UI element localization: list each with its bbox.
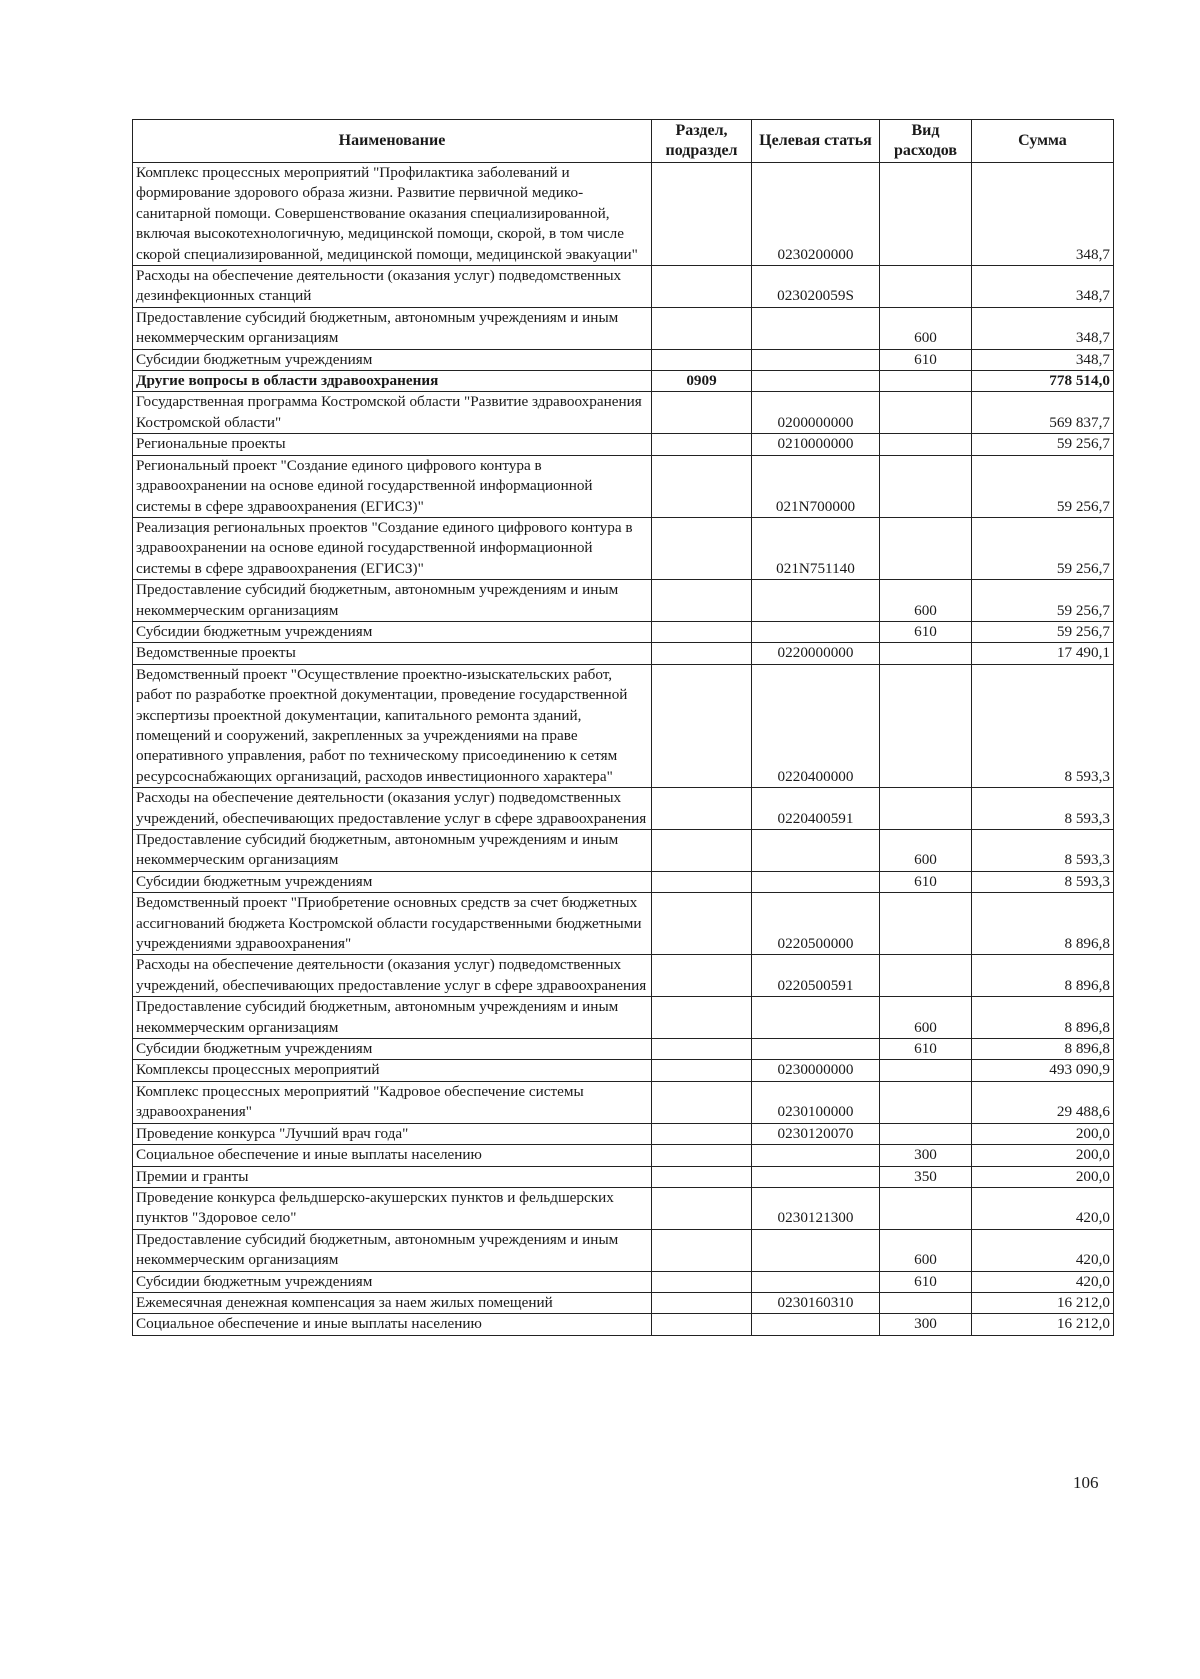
header-target: Целевая статья — [752, 120, 880, 163]
cell-target: 021N700000 — [752, 455, 880, 517]
cell-target — [752, 997, 880, 1039]
cell-kind — [880, 392, 972, 434]
cell-target: 0230160310 — [752, 1292, 880, 1313]
cell-name: Предоставление субсидий бюджетным, автономным учреждениям и иным некоммерческим организациям — [133, 830, 652, 872]
cell-kind: 600 — [880, 830, 972, 872]
cell-target — [752, 307, 880, 349]
cell-target: 0220000000 — [752, 643, 880, 664]
table-row — [133, 1039, 1114, 1060]
cell-kind — [880, 434, 972, 455]
cell-section — [652, 434, 752, 455]
cell-target: 0220500591 — [752, 955, 880, 997]
cell-name: Другие вопросы в области здравоохранения — [133, 371, 652, 392]
cell-kind: 600 — [880, 997, 972, 1039]
cell-target: 0220400591 — [752, 788, 880, 830]
cell-section — [652, 830, 752, 872]
cell-target — [752, 1166, 880, 1187]
cell-section — [652, 1081, 752, 1123]
table-row — [133, 307, 1114, 349]
table-row — [133, 788, 1114, 830]
table-row — [133, 1081, 1114, 1123]
table-row — [133, 266, 1114, 308]
cell-target — [752, 1314, 880, 1335]
cell-section — [652, 788, 752, 830]
cell-name: Предоставление субсидий бюджетным, автономным учреждениям и иным некоммерческим организациям — [133, 1229, 652, 1271]
cell-name: Государственная программа Костромской области "Развитие здравоохранения Костромской области" — [133, 392, 652, 434]
table-row — [133, 1145, 1114, 1166]
cell-name: Ведомственные проекты — [133, 643, 652, 664]
cell-name: Предоставление субсидий бюджетным, автономным учреждениям и иным некоммерческим организациям — [133, 997, 652, 1039]
cell-target — [752, 580, 880, 622]
cell-kind: 300 — [880, 1145, 972, 1166]
cell-sum: 8 896,8 — [972, 1039, 1114, 1060]
cell-name: Социальное обеспечение и иные выплаты населению — [133, 1145, 652, 1166]
cell-name: Премии и гранты — [133, 1166, 652, 1187]
cell-section — [652, 307, 752, 349]
table-row — [133, 392, 1114, 434]
cell-name: Субсидии бюджетным учреждениям — [133, 871, 652, 892]
cell-name: Проведение конкурса "Лучший врач года" — [133, 1123, 652, 1144]
cell-name: Субсидии бюджетным учреждениям — [133, 349, 652, 370]
cell-kind: 610 — [880, 349, 972, 370]
cell-sum: 348,7 — [972, 163, 1114, 266]
cell-target: 0220500000 — [752, 893, 880, 955]
cell-name: Комплексы процессных мероприятий — [133, 1060, 652, 1081]
cell-section: 0909 — [652, 371, 752, 392]
cell-name: Комплекс процессных мероприятий "Профилактика заболеваний и формирование здорового образа жизни. Развитие первичной медико-санитарной помощи. Совершенствование оказания специализированной, включая высокотехнологичную, медицинской помощи, скорой, в том числе скорой специализированной, медицинской помощи, медицинской эвакуации" — [133, 163, 652, 266]
cell-section — [652, 1187, 752, 1229]
cell-section — [652, 664, 752, 787]
cell-kind: 610 — [880, 1039, 972, 1060]
cell-name: Ведомственный проект "Осуществление проектно-изыскательских работ, работ по разработке проектной документации, проведение государственной экспертизы проектной документации, капитального ремонта зданий, помещений и сооружений, закрепленных за учреждениями на праве оперативного управления, работ по техническому присоединению к сетям ресурсоснабжающих организаций, расходов инвестиционного характера" — [133, 664, 652, 787]
table-row — [133, 1292, 1114, 1313]
cell-target: 0230200000 — [752, 163, 880, 266]
cell-section — [652, 1145, 752, 1166]
cell-section — [652, 621, 752, 642]
cell-section — [652, 1314, 752, 1335]
cell-kind: 610 — [880, 1271, 972, 1292]
cell-name: Субсидии бюджетным учреждениям — [133, 1271, 652, 1292]
cell-sum: 420,0 — [972, 1187, 1114, 1229]
page-number: 106 — [1073, 1473, 1099, 1492]
cell-sum: 348,7 — [972, 349, 1114, 370]
cell-sum: 493 090,9 — [972, 1060, 1114, 1081]
cell-section — [652, 349, 752, 370]
cell-sum: 17 490,1 — [972, 643, 1114, 664]
cell-name: Субсидии бюджетным учреждениям — [133, 621, 652, 642]
cell-sum: 8 593,3 — [972, 830, 1114, 872]
table-row — [133, 371, 1114, 392]
cell-sum: 778 514,0 — [972, 371, 1114, 392]
cell-target — [752, 1229, 880, 1271]
cell-name: Социальное обеспечение и иные выплаты населению — [133, 1314, 652, 1335]
cell-kind — [880, 955, 972, 997]
table-row — [133, 580, 1114, 622]
cell-target — [752, 371, 880, 392]
table-row — [133, 163, 1114, 266]
cell-sum: 8 896,8 — [972, 893, 1114, 955]
cell-sum: 59 256,7 — [972, 434, 1114, 455]
cell-kind: 600 — [880, 307, 972, 349]
cell-name: Предоставление субсидий бюджетным, автономным учреждениям и иным некоммерческим организациям — [133, 307, 652, 349]
cell-target: 0230000000 — [752, 1060, 880, 1081]
cell-section — [652, 1271, 752, 1292]
table-row — [133, 434, 1114, 455]
cell-target: 0230100000 — [752, 1081, 880, 1123]
cell-name: Предоставление субсидий бюджетным, автономным учреждениям и иным некоммерческим организациям — [133, 580, 652, 622]
cell-target — [752, 1271, 880, 1292]
table-row — [133, 871, 1114, 892]
header-row — [133, 120, 1114, 163]
cell-section — [652, 997, 752, 1039]
header-sum: Сумма — [972, 120, 1114, 163]
cell-kind — [880, 1187, 972, 1229]
cell-name: Расходы на обеспечение деятельности (оказания услуг) подведомственных учреждений, обеспечивающих предоставление услуг в сфере здравоохранения — [133, 955, 652, 997]
header-name: Наименование — [133, 120, 652, 163]
cell-section — [652, 163, 752, 266]
cell-name: Ведомственный проект "Приобретение основных средств за счет бюджетных ассигнований бюджета Костромской области государственными бюджетными учреждениями здравоохранения" — [133, 893, 652, 955]
budget-table — [132, 119, 1114, 1336]
cell-name: Проведение конкурса фельдшерско-акушерских пунктов и фельдшерских пунктов "Здоровое село" — [133, 1187, 652, 1229]
table-row — [133, 893, 1114, 955]
cell-target — [752, 621, 880, 642]
table-row — [133, 1166, 1114, 1187]
table-row — [133, 1123, 1114, 1144]
cell-name: Ежемесячная денежная компенсация за наем жилых помещений — [133, 1292, 652, 1313]
table-row — [133, 455, 1114, 517]
cell-sum: 8 593,3 — [972, 788, 1114, 830]
cell-target — [752, 349, 880, 370]
cell-sum: 8 593,3 — [972, 871, 1114, 892]
cell-kind — [880, 371, 972, 392]
cell-name: Региональный проект "Создание единого цифрового контура в здравоохранении на основе единой государственной информационной системы в сфере здравоохранения (ЕГИСЗ)" — [133, 455, 652, 517]
cell-sum: 200,0 — [972, 1166, 1114, 1187]
cell-section — [652, 893, 752, 955]
cell-sum: 420,0 — [972, 1271, 1114, 1292]
cell-target — [752, 1145, 880, 1166]
cell-name: Расходы на обеспечение деятельности (оказания услуг) подведомственных учреждений, обеспечивающих предоставление услуг в сфере здравоохранения — [133, 788, 652, 830]
cell-kind — [880, 1081, 972, 1123]
table-row — [133, 1229, 1114, 1271]
cell-target — [752, 830, 880, 872]
cell-section — [652, 266, 752, 308]
table-row — [133, 621, 1114, 642]
cell-name: Реализация региональных проектов "Создание единого цифрового контура в здравоохранении на основе единой государственной информационной системы в сфере здравоохранения (ЕГИСЗ)" — [133, 517, 652, 579]
cell-sum: 16 212,0 — [972, 1292, 1114, 1313]
cell-sum: 569 837,7 — [972, 392, 1114, 434]
cell-sum: 8 896,8 — [972, 955, 1114, 997]
cell-section — [652, 643, 752, 664]
table-row — [133, 664, 1114, 787]
cell-kind: 610 — [880, 621, 972, 642]
cell-section — [652, 1060, 752, 1081]
cell-kind — [880, 1292, 972, 1313]
cell-kind — [880, 517, 972, 579]
table-row — [133, 1187, 1114, 1229]
cell-kind — [880, 163, 972, 266]
cell-section — [652, 1123, 752, 1144]
cell-section — [652, 580, 752, 622]
cell-target: 0210000000 — [752, 434, 880, 455]
cell-kind: 350 — [880, 1166, 972, 1187]
table-row — [133, 830, 1114, 872]
cell-section — [652, 455, 752, 517]
header-kind: Вид расходов — [880, 120, 972, 163]
table-row — [133, 643, 1114, 664]
cell-sum: 59 256,7 — [972, 580, 1114, 622]
cell-name: Региональные проекты — [133, 434, 652, 455]
table-row — [133, 349, 1114, 370]
cell-sum: 8 593,3 — [972, 664, 1114, 787]
table-row — [133, 955, 1114, 997]
cell-kind — [880, 788, 972, 830]
cell-section — [652, 392, 752, 434]
cell-target: 0220400000 — [752, 664, 880, 787]
cell-section — [652, 955, 752, 997]
cell-kind — [880, 893, 972, 955]
header-section: Раздел, подраздел — [652, 120, 752, 163]
table-row — [133, 517, 1114, 579]
cell-target: 0230121300 — [752, 1187, 880, 1229]
cell-sum: 8 896,8 — [972, 997, 1114, 1039]
cell-sum: 200,0 — [972, 1123, 1114, 1144]
table-row — [133, 1314, 1114, 1335]
cell-sum: 29 488,6 — [972, 1081, 1114, 1123]
cell-target: 023020059S — [752, 266, 880, 308]
cell-sum: 59 256,7 — [972, 517, 1114, 579]
cell-kind — [880, 1060, 972, 1081]
cell-section — [652, 1292, 752, 1313]
cell-sum: 348,7 — [972, 266, 1114, 308]
cell-section — [652, 871, 752, 892]
cell-section — [652, 517, 752, 579]
table-header — [133, 120, 1114, 163]
cell-kind: 610 — [880, 871, 972, 892]
cell-name: Субсидии бюджетным учреждениям — [133, 1039, 652, 1060]
cell-target: 0200000000 — [752, 392, 880, 434]
cell-sum: 200,0 — [972, 1145, 1114, 1166]
cell-section — [652, 1229, 752, 1271]
cell-target — [752, 871, 880, 892]
cell-target: 021N751140 — [752, 517, 880, 579]
table-row — [133, 997, 1114, 1039]
cell-sum: 348,7 — [972, 307, 1114, 349]
cell-kind — [880, 455, 972, 517]
cell-kind — [880, 266, 972, 308]
cell-kind — [880, 664, 972, 787]
cell-kind — [880, 1123, 972, 1144]
cell-kind — [880, 643, 972, 664]
table-row — [133, 1060, 1114, 1081]
cell-name: Комплекс процессных мероприятий "Кадровое обеспечение системы здравоохранения" — [133, 1081, 652, 1123]
cell-sum: 59 256,7 — [972, 621, 1114, 642]
table-body — [133, 163, 1114, 1336]
table-row — [133, 1271, 1114, 1292]
cell-target: 0230120070 — [752, 1123, 880, 1144]
cell-sum: 59 256,7 — [972, 455, 1114, 517]
cell-sum: 16 212,0 — [972, 1314, 1114, 1335]
cell-kind: 600 — [880, 1229, 972, 1271]
cell-target — [752, 1039, 880, 1060]
cell-kind: 300 — [880, 1314, 972, 1335]
cell-name: Расходы на обеспечение деятельности (оказания услуг) подведомственных дезинфекционных станций — [133, 266, 652, 308]
cell-kind: 600 — [880, 580, 972, 622]
cell-sum: 420,0 — [972, 1229, 1114, 1271]
cell-section — [652, 1166, 752, 1187]
cell-section — [652, 1039, 752, 1060]
